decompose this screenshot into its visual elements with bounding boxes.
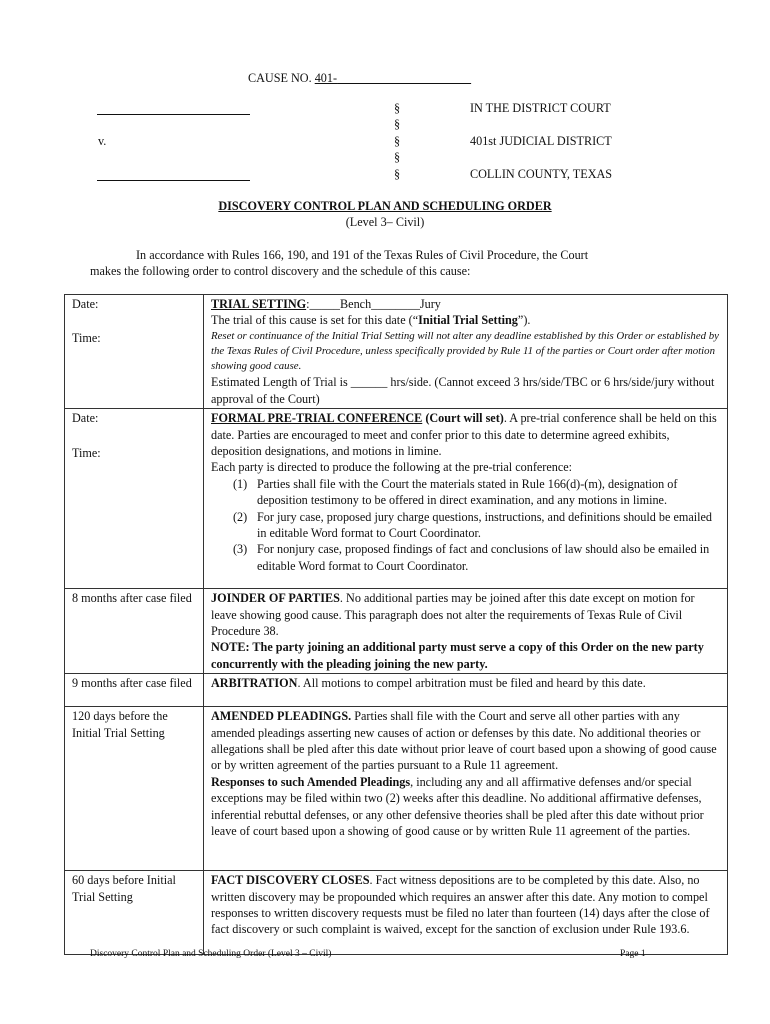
- judicial-district: 401st JUDICIAL DISTRICT: [470, 134, 612, 148]
- court-will-set: (Court will set): [422, 411, 504, 426]
- responses-heading: Responses to such Amended Pleadings: [211, 774, 411, 789]
- initial-trial-setting-term: Initial Trial Setting: [418, 313, 518, 328]
- item-text: For nonjury case, proposed findings of fact and conclusions of law should also be emailed in editable Word format to Court Coordinator.: [257, 542, 710, 573]
- description-cell: [204, 674, 728, 707]
- deadline-cell: 8 months after case filed: [65, 589, 204, 674]
- fact-discovery-heading: FACT DISCOVERY CLOSES: [211, 873, 370, 888]
- intro-line-1: In accordance with Rules 166, 190, and 191 of the Texas Rules of Civil Procedure, the Court: [136, 248, 589, 262]
- list-item: [233, 541, 723, 574]
- item-number: (3): [233, 542, 248, 557]
- amended-pleadings-body: Parties shall file with the Court and serve all other parties with any amended pleadings asserting new causes of action or defenses by this date. No additional theories or allegations shall be pled after this date without prior leave of court based upon a showing of good cause or by written agreement of the parties pursuant to a Rule 11 agreement.: [211, 709, 717, 773]
- item-number: (1): [233, 476, 248, 491]
- estimated-length: Estimated Length of Trial is ______ hrs/side. (Cannot exceed 3 hrs/side/TBC or 6 hrs/side/jury without approval of the Court): [211, 375, 715, 406]
- section-symbol: §: [394, 150, 401, 164]
- list-item: [233, 509, 723, 542]
- item-text: Parties shall file with the Court the materials stated in Rule 166(d)-(m), designation of deposition testimony to be offered in direct examination, and any motions in limine.: [257, 476, 678, 508]
- trial-setting-heading: TRIAL SETTING: [211, 297, 307, 311]
- plaintiff-blank-line: [97, 114, 250, 115]
- amended-pleadings-heading: AMENDED PLEADINGS.: [211, 709, 352, 724]
- table-row: [65, 409, 728, 589]
- item-number: (2): [233, 509, 248, 524]
- list-item: [233, 476, 723, 509]
- pretrial-items: [211, 476, 723, 574]
- document-title: DISCOVERY CONTROL PLAN AND SCHEDULING ORDER: [218, 199, 552, 213]
- description-cell: [204, 707, 728, 871]
- table-row: [65, 295, 728, 409]
- pretrial-heading: FORMAL PRE-TRIAL CONFERENCE: [211, 411, 423, 426]
- pretrial-intro: Each party is directed to produce the following at the pre-trial conference:: [211, 460, 573, 475]
- page-number: Page 1: [620, 949, 646, 959]
- document-subtitle: (Level 3– Civil): [345, 215, 425, 229]
- intro-line-2: makes the following order to control discovery and the schedule of this cause:: [90, 264, 471, 278]
- trial-setting-options: :_____Bench________Jury: [306, 297, 441, 311]
- section-symbol: §: [394, 117, 401, 131]
- arbitration-body: . All motions to compel arbitration must be filed and heard by this date.: [297, 676, 646, 691]
- table-row: [65, 871, 728, 955]
- deadline-cell: [65, 409, 204, 589]
- description-cell: [204, 871, 728, 955]
- text: The trial of this cause is set for this date (“: [211, 313, 419, 328]
- deadline-cell: 60 days before Initial Trial Setting: [65, 871, 204, 955]
- description-cell: [204, 589, 728, 674]
- deadline-cell: 9 months after case filed: [65, 674, 204, 707]
- section-symbol: §: [394, 101, 401, 115]
- description-cell: [204, 409, 728, 589]
- joinder-note: NOTE: The party joining an additional party must serve a copy of this Order on the new party concurrently with the pleading joining the new party.: [211, 640, 704, 671]
- text: ”).: [517, 313, 531, 328]
- cause-no-value: 401-: [314, 71, 338, 85]
- date-label: Date:: [72, 411, 99, 426]
- arbitration-heading: ARBITRATION: [211, 676, 298, 691]
- description-cell: [204, 295, 728, 409]
- reset-notice: Reset or continuance of the Initial Trial Setting will not alter any deadline established by this Order or established by the Texas Rules of Civil Procedure, unless specifically provided by Rule 11 of the parties or Court order after motion showing good cause.: [211, 329, 719, 373]
- section-symbol: §: [394, 134, 401, 148]
- joinder-body: . No additional parties may be joined after this date except on motion for leave showing good cause. This paragraph does not alter the requirements of Texas Rule of Civil Procedure 38.: [211, 591, 695, 639]
- county: COLLIN COUNTY, TEXAS: [470, 167, 613, 181]
- date-label: Date:: [72, 297, 99, 311]
- time-label: Time:: [72, 331, 101, 346]
- defendant-blank-line: [97, 180, 250, 181]
- versus-label: v.: [98, 134, 107, 148]
- cause-no-label: CAUSE NO.: [248, 71, 312, 85]
- time-label: Time:: [72, 445, 101, 460]
- pretrial-body: . A pre-trial conference shall be held on this date. Parties are encouraged to meet and confer prior to this date to determine agreed exhibits, deposition designations, and motions in limine.: [211, 411, 717, 459]
- table-row: [65, 589, 728, 674]
- responses-body: , including any and all affirmative defenses and/or special exceptions may be filed within two (2) weeks after this deadline. No additional affirmative defenses, inferential rebuttal defenses, or any other defensive theories shall be pled after this date without prior leave of court based upon a showing of good cause or by written Rule 11 agreement of the parties.: [211, 774, 704, 839]
- joinder-heading: JOINDER OF PARTIES: [211, 591, 340, 606]
- deadline-cell: 120 days before the Initial Trial Setting: [65, 707, 204, 871]
- schedule-table: [64, 294, 728, 955]
- footer-title: Discovery Control Plan and Scheduling Order (Level 3 – Civil): [90, 949, 332, 959]
- table-row: [65, 707, 728, 871]
- court-name: IN THE DISTRICT COURT: [470, 101, 611, 115]
- section-symbol: §: [394, 167, 401, 181]
- deadline-cell: [65, 295, 204, 409]
- table-row: [65, 674, 728, 707]
- cause-number: [248, 70, 471, 86]
- fact-discovery-body: . Fact witness depositions are to be completed by this date. Also, no written discovery may be propounded which requires an answer after this date. Any motion to compel responses to written discovery requests must be filed no later than fourteen (14) days after the close of fact discovery or such complaint is waived, except for the sanction of exclusion under Rule 193.6.: [211, 873, 710, 937]
- item-text: For jury case, proposed jury charge questions, instructions, and definitions should be emailed in editable Word format to Court Coordinator.: [257, 509, 713, 541]
